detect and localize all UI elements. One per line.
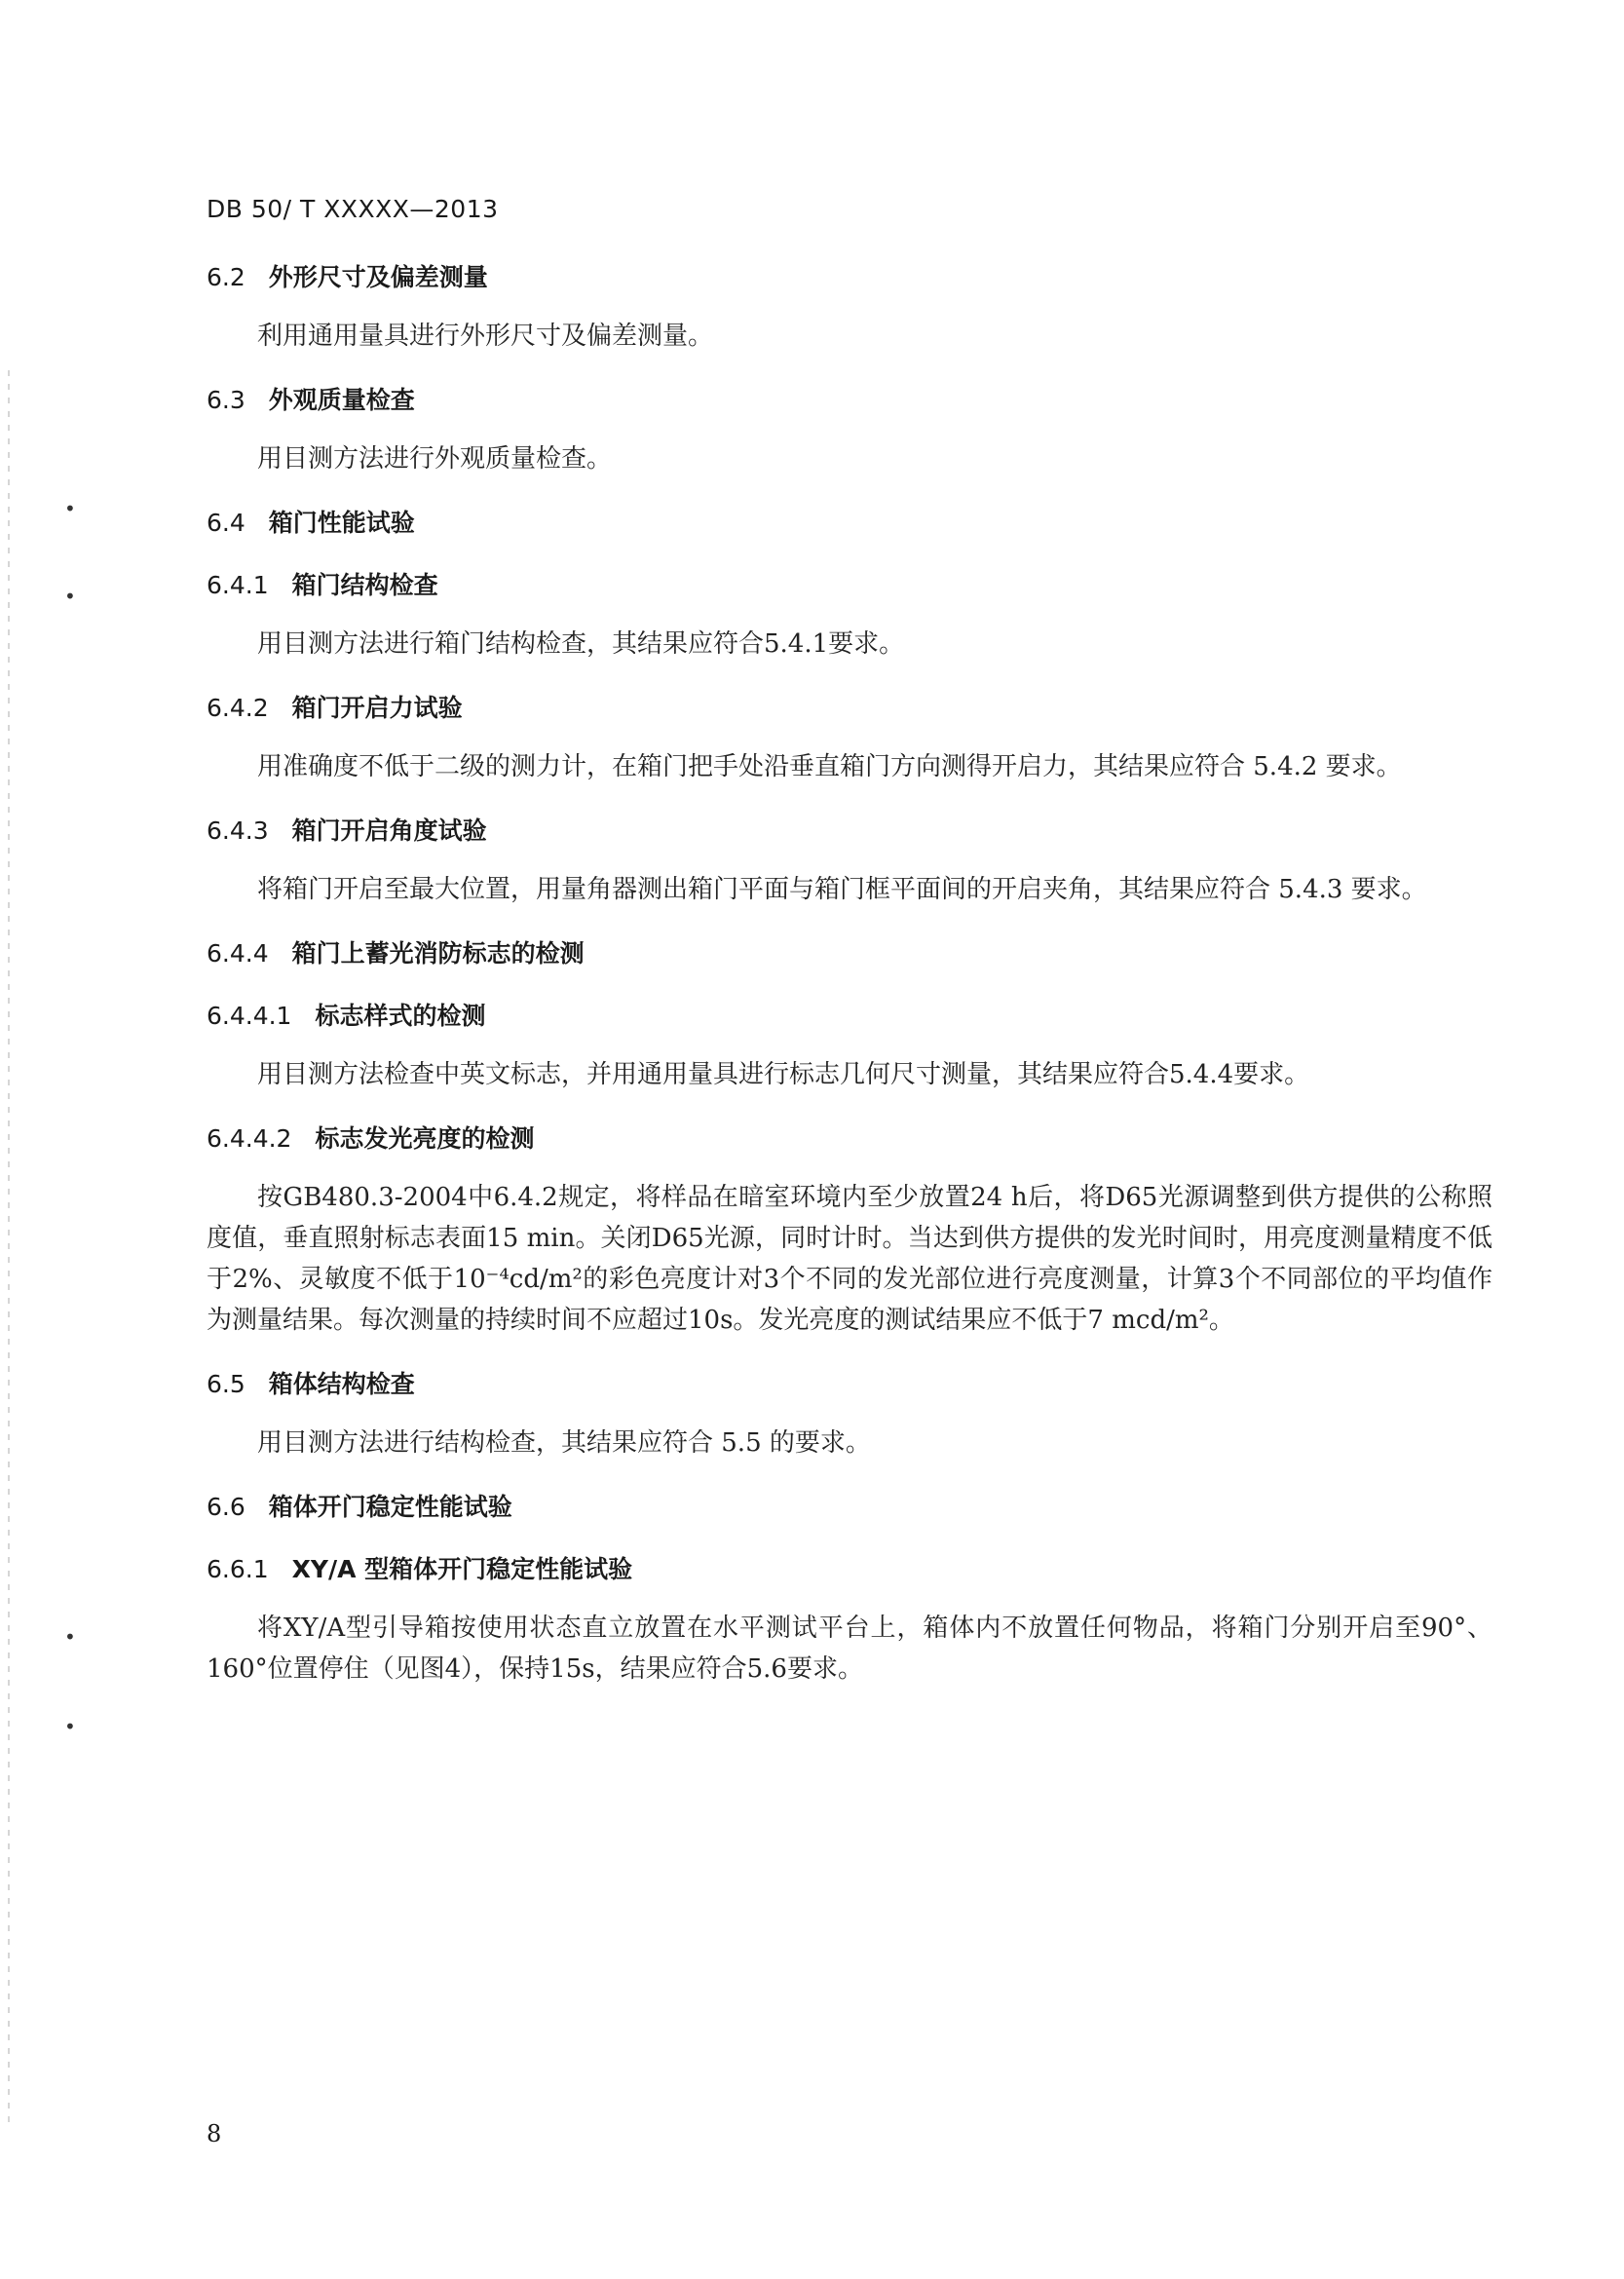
section-number: 6.4.1: [207, 571, 269, 599]
section-paragraph: 用目测方法进行结构检查，其结果应符合 5.5 的要求。: [257, 1428, 871, 1458]
section-title: 箱门开启力试验: [291, 694, 463, 722]
section-title: 外观质量检查: [268, 386, 415, 414]
section-title: 箱门性能试验: [268, 509, 415, 537]
section-number: 6.6: [207, 1493, 245, 1521]
section-heading: [207, 1368, 1492, 1401]
margin-mark: •: [64, 1715, 76, 1738]
scan-edge-artifact: [8, 370, 10, 2124]
section-paragraph: 用目测方法检查中英文标志，并用通用量具进行标志几何尺寸测量，其结果应符合5.4.4要求。: [257, 1060, 1310, 1089]
margin-mark: •: [64, 1625, 76, 1649]
document-code: DB 50/ T XXXXX—2013: [207, 195, 499, 223]
section-heading: [207, 815, 1492, 848]
section-paragraph: 用目测方法进行外观质量检查。: [257, 444, 613, 474]
section-number: 6.5: [207, 1370, 245, 1398]
margin-mark: •: [64, 585, 76, 608]
section-number: 6.4.3: [207, 817, 269, 845]
section-title: 箱门开启角度试验: [291, 817, 487, 845]
section-paragraph: 将箱门开启至最大位置，用量角器测出箱门平面与箱门框平面间的开启夹角，其结果应符合 5.4.3 要求。: [257, 875, 1427, 904]
section-paragraph: 用准确度不低于二级的测力计，在箱门把手处沿垂直箱门方向测得开启力，其结果应符合 5.4.2 要求。: [257, 752, 1402, 781]
section-title: 标志发光亮度的检测: [315, 1124, 535, 1153]
section-title: XY/A 型箱体开门稳定性能试验: [291, 1555, 633, 1583]
margin-mark: •: [64, 497, 76, 520]
section-paragraph: 用目测方法进行箱门结构检查，其结果应符合5.4.1要求。: [257, 629, 905, 659]
section-heading: [207, 384, 1492, 417]
section-heading: [207, 692, 1492, 725]
section-paragraph: 利用通用量具进行外形尺寸及偏差测量。: [257, 322, 714, 351]
section-number: 6.4: [207, 509, 245, 537]
page-number: 8: [207, 2120, 222, 2147]
section-heading: [207, 261, 1492, 294]
section-heading: [207, 937, 1492, 970]
section-number: 6.3: [207, 386, 245, 414]
section-number: 6.4.4.1: [207, 1002, 292, 1030]
section-paragraph: 将XY/A型引导箱按使用状态直立放置在水平测试平台上，箱体内不放置任何物品，将箱门分别开启至90°、160°位置停住（见图4），保持15s，结果应符合5.6要求。: [207, 1614, 1492, 1684]
section-paragraph: 按GB480.3-2004中6.4.2规定，将样品在暗室环境内至少放置24 h后，将D65光源调整到供方提供的公称照度值，垂直照射标志表面15 min。关闭D65光源，同时计时。当达到供方提供的发光时间时，用亮度测量精度不低于2%、灵敏度不低于10⁻⁴cd/m²的彩色亮度计对3个不同的发光部位进行亮度测量，计算3个不同部位的平均值作为测量结果。每次测量的持续时间不应超过10s。发光亮度的测试结果应不低于7 mcd/m²。: [207, 1183, 1492, 1335]
section-title: 外形尺寸及偏差测量: [268, 263, 488, 291]
section-title: 箱体开门稳定性能试验: [268, 1493, 512, 1521]
section-number: 6.6.1: [207, 1555, 269, 1583]
section-number: 6.4.4: [207, 939, 269, 968]
section-heading: [207, 1000, 1492, 1033]
section-heading: [207, 569, 1492, 602]
section-title: 箱体结构检查: [268, 1370, 415, 1398]
section-title: 箱门结构检查: [291, 571, 438, 599]
section-heading: [207, 1122, 1492, 1156]
section-heading: [207, 1491, 1492, 1524]
section-title: 标志样式的检测: [315, 1002, 486, 1030]
document-body: [207, 261, 1492, 1717]
section-number: 6.4.4.2: [207, 1124, 292, 1153]
section-number: 6.2: [207, 263, 245, 291]
section-number: 6.4.2: [207, 694, 269, 722]
section-heading: [207, 1553, 1492, 1586]
section-heading: [207, 507, 1492, 540]
section-title: 箱门上蓄光消防标志的检测: [291, 939, 585, 968]
